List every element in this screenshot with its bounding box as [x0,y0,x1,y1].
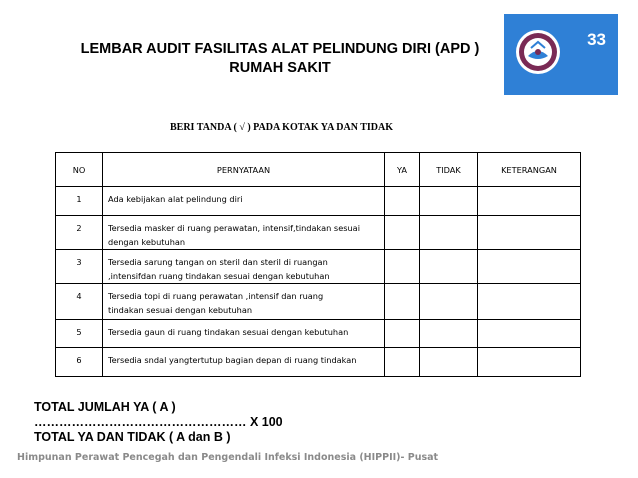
table-row [56,250,581,284]
statement-line-2: dengan kebutuhan [108,237,186,247]
total-formula [34,400,283,445]
keterangan-cell[interactable] [478,284,581,320]
tidak-checkbox-cell[interactable] [420,216,478,250]
ya-checkbox-cell[interactable] [385,216,420,250]
header-pernyataan: PERNYATAAN [103,153,385,187]
row-number: 2 [56,216,103,250]
row-statement [103,320,385,348]
statement-line-1: Ada kebijakan alat pelindung diri [108,194,243,204]
ya-checkbox-cell[interactable] [385,320,420,348]
tidak-checkbox-cell[interactable] [420,250,478,284]
keterangan-cell[interactable] [478,320,581,348]
header-ya: YA [385,153,420,187]
formula-denominator: TOTAL YA DAN TIDAK ( A dan B ) [34,430,231,444]
document-title [60,40,500,78]
header-tidak: TIDAK [420,153,478,187]
tidak-checkbox-cell[interactable] [420,187,478,216]
statement-line-1: Tersedia gaun di ruang tindakan sesuai dengan kebutuhan [108,327,349,337]
page-number: 33 [587,30,606,49]
logo-panel [504,14,618,95]
statement-line-1: Tersedia sarung tangan on steril dan steril di ruangan [108,257,328,267]
row-number: 3 [56,250,103,284]
header-keterangan: KETERANGAN [478,153,581,187]
tidak-checkbox-cell[interactable] [420,320,478,348]
instruction-text: BERI TANDA ( √ ) PADA KOTAK YA DAN TIDAK [170,122,394,133]
title-line-2: RUMAH SAKIT [229,60,331,76]
table-row [56,216,581,250]
row-number: 6 [56,348,103,377]
row-statement [103,187,385,216]
statement-line-2: tindakan sesuai dengan kebutuhan [108,305,253,315]
ya-checkbox-cell[interactable] [385,187,420,216]
row-number: 4 [56,284,103,320]
footer-organization: Himpunan Perawat Pencegah dan Pengendali Infeksi Indonesia (HIPPII)- Pusat [17,452,439,463]
formula-numerator: TOTAL JUMLAH YA ( A ) [34,400,176,414]
keterangan-cell[interactable] [478,348,581,377]
statement-line-1: Tersedia topi di ruang perawatan ,intensif dan ruang [108,291,324,301]
table-header-row [56,153,581,187]
row-number: 1 [56,187,103,216]
keterangan-cell[interactable] [478,250,581,284]
header-no: NO [56,153,103,187]
statement-line-2: ,intensifdan ruang tindakan sesuai dengan kebutuhan [108,271,330,281]
statement-line-1: Tersedia masker di ruang perawatan, intensif,tindakan sesuai [108,223,360,233]
table-row [56,320,581,348]
audit-table [55,152,581,377]
row-statement [103,250,385,284]
formula-divider: …………………………………………… X 100 [34,415,283,429]
ya-checkbox-cell[interactable] [385,250,420,284]
row-statement [103,348,385,377]
ya-checkbox-cell[interactable] [385,348,420,377]
keterangan-cell[interactable] [478,216,581,250]
title-line-1: LEMBAR AUDIT FASILITAS ALAT PELINDUNG DIRI (APD ) [80,41,480,57]
hippii-logo-icon [514,28,562,76]
tidak-checkbox-cell[interactable] [420,284,478,320]
ya-checkbox-cell[interactable] [385,284,420,320]
row-statement [103,216,385,250]
tidak-checkbox-cell[interactable] [420,348,478,377]
table-row [56,187,581,216]
table-row [56,348,581,377]
row-statement [103,284,385,320]
table-row [56,284,581,320]
keterangan-cell[interactable] [478,187,581,216]
row-number: 5 [56,320,103,348]
statement-line-1: Tersedia sndal yangtertutup bagian depan di ruang tindakan [108,355,357,365]
